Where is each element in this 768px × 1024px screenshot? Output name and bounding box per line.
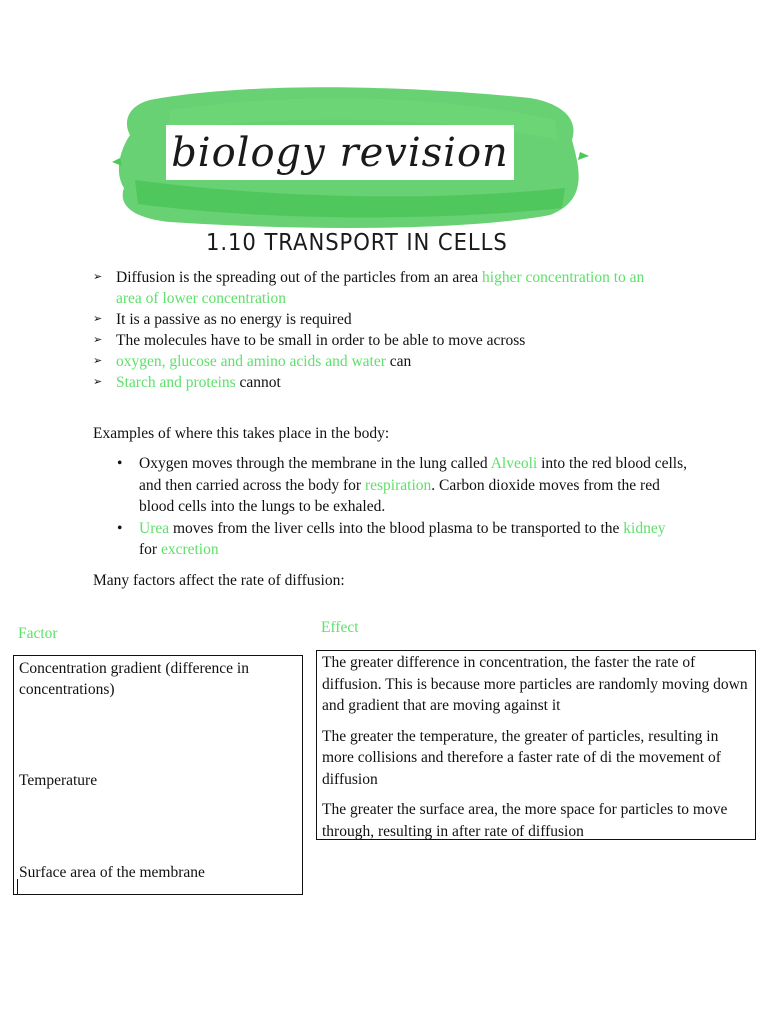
highlighted-term: Starch and proteins bbox=[116, 374, 236, 391]
arrowhead-bullet-icon: ➢ bbox=[93, 355, 103, 367]
dot-bullet-icon: • bbox=[117, 455, 123, 472]
text-run: Diffusion is the spreading out of the particles from an area bbox=[116, 269, 483, 286]
text-run: for bbox=[139, 541, 161, 558]
highlighted-term: higher concentration to an area of lower concentration bbox=[116, 269, 645, 307]
key-point-item bbox=[93, 372, 653, 393]
text-run: It is a passive as no energy is required bbox=[116, 311, 352, 328]
arrowhead-bullet-icon: ➢ bbox=[93, 376, 103, 388]
factor-surface-area: Surface area of the membrane bbox=[19, 864, 205, 881]
arrowhead-bullet-icon: ➢ bbox=[93, 334, 103, 346]
factor-concentration-gradient: Concentration gradient (difference in concentrations) bbox=[19, 660, 249, 698]
highlighted-term: excretion bbox=[160, 541, 219, 558]
text-run: into the red blood cells, and then carried across the body for bbox=[139, 455, 687, 494]
effect-concentration-gradient: The greater difference in concentration, the faster the rate of diffusion. This is because more particles are randomly moving down and gradient that are moving against it bbox=[322, 654, 748, 714]
factor-temperature: Temperature bbox=[19, 772, 98, 789]
text-run: The molecules have to be small in order to be able to move across bbox=[116, 332, 526, 349]
example-item bbox=[117, 453, 687, 518]
arrowhead-bullet-icon: ➢ bbox=[93, 271, 103, 283]
highlighted-term: respiration bbox=[364, 476, 432, 494]
text-cursor bbox=[17, 879, 18, 894]
key-point-item bbox=[93, 330, 653, 351]
page-title: biology revision bbox=[171, 129, 509, 176]
highlighted-term: Alveoli bbox=[490, 455, 538, 472]
highlighted-term: Urea bbox=[139, 519, 170, 537]
section-subtitle: 1.10 TRANSPORT IN CELLS bbox=[206, 230, 508, 256]
key-point-item bbox=[93, 351, 653, 372]
text-run: cannot bbox=[235, 374, 281, 391]
key-point-item bbox=[93, 309, 653, 330]
title-box bbox=[166, 125, 514, 180]
highlighted-term: oxygen, glucose and amino acids and water bbox=[116, 353, 386, 370]
text-run: . Carbon dioxide moves from the red blood cells into the lungs to be exhaled. bbox=[139, 476, 660, 515]
examples-heading: Examples of where this takes place in the body: bbox=[93, 425, 390, 442]
factors-heading: Many factors affect the rate of diffusion: bbox=[93, 572, 345, 589]
key-point-item bbox=[93, 267, 653, 309]
dot-bullet-icon: • bbox=[117, 519, 123, 537]
examples-list bbox=[117, 453, 687, 561]
text-run: Oxygen moves through the membrane in the lung called bbox=[139, 455, 491, 472]
example-item bbox=[117, 518, 687, 561]
effect-text-box[interactable] bbox=[316, 650, 756, 840]
factor-column-label: Factor bbox=[18, 625, 58, 642]
text-run: can bbox=[385, 353, 412, 370]
factor-text-box[interactable] bbox=[13, 655, 303, 895]
key-points-list bbox=[93, 267, 653, 393]
effect-surface-area: The greater the surface area, the more space for particles to move through, resulting in after rate of diffusion bbox=[322, 801, 728, 840]
arrowhead-bullet-icon: ➢ bbox=[93, 313, 103, 325]
text-run: moves from the liver cells into the blood plasma to be transported to the bbox=[169, 519, 624, 537]
effect-temperature: The greater the temperature, the greater of particles, resulting in more collisions and therefore a faster rate of di the movement of diffusion bbox=[322, 727, 721, 788]
highlighted-term: kidney bbox=[623, 519, 666, 537]
effect-column-label: Effect bbox=[321, 619, 359, 636]
